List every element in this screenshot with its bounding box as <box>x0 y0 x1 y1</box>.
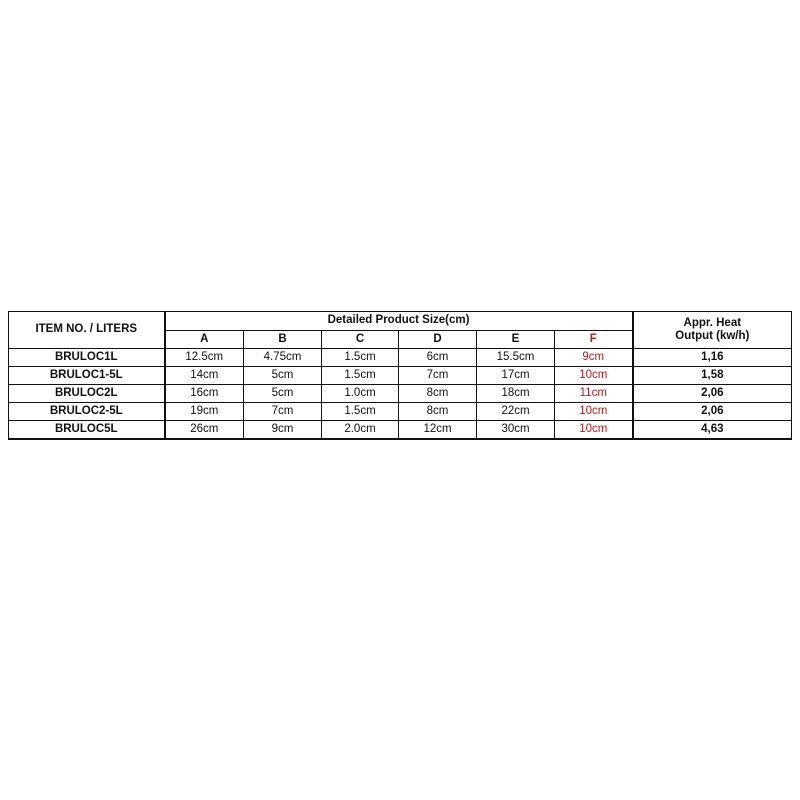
heat-output-cell: 4,63 <box>633 421 792 440</box>
size-d-cell: 7cm <box>399 367 477 385</box>
product-size-table <box>8 311 792 440</box>
size-d-cell: 8cm <box>399 385 477 403</box>
size-f-cell: 11cm <box>555 385 633 403</box>
product-size-header: Detailed Product Size(cm) <box>165 312 633 331</box>
heat-output-header-line1: Appr. Heat <box>683 316 742 329</box>
item-number-cell: BRULOC2L <box>9 385 165 403</box>
size-e-cell: 17cm <box>477 367 555 385</box>
size-e-cell: 15.5cm <box>477 349 555 367</box>
size-c-cell: 1.5cm <box>322 403 399 421</box>
size-a-cell: 12.5cm <box>165 349 244 367</box>
heat-output-cell: 2,06 <box>633 403 792 421</box>
item-number-header: ITEM NO. / LITERS <box>9 312 165 349</box>
size-f-cell: 10cm <box>555 367 633 385</box>
size-f-cell: 9cm <box>555 349 633 367</box>
column-header-c: C <box>322 331 399 349</box>
table-row <box>9 349 792 367</box>
table-header-row <box>9 312 792 331</box>
size-d-cell: 6cm <box>399 349 477 367</box>
size-b-cell: 5cm <box>244 385 322 403</box>
size-b-cell: 4.75cm <box>244 349 322 367</box>
product-size-table-container <box>8 311 791 440</box>
size-d-cell: 8cm <box>399 403 477 421</box>
item-number-cell: BRULOC1L <box>9 349 165 367</box>
column-header-f: F <box>555 331 633 349</box>
column-header-b: B <box>244 331 322 349</box>
size-a-cell: 16cm <box>165 385 244 403</box>
size-b-cell: 9cm <box>244 421 322 440</box>
item-number-cell: BRULOC1-5L <box>9 367 165 385</box>
heat-output-header-line2: Output (kw/h) <box>675 330 750 342</box>
table-row <box>9 403 792 421</box>
table-row <box>9 421 792 440</box>
size-d-cell: 12cm <box>399 421 477 440</box>
size-c-cell: 1.0cm <box>322 385 399 403</box>
table-row <box>9 367 792 385</box>
item-number-cell: BRULOC5L <box>9 421 165 440</box>
size-a-cell: 19cm <box>165 403 244 421</box>
size-a-cell: 14cm <box>165 367 244 385</box>
size-c-cell: 1.5cm <box>322 367 399 385</box>
column-header-d: D <box>399 331 477 349</box>
size-e-cell: 18cm <box>477 385 555 403</box>
heat-output-cell: 2,06 <box>633 385 792 403</box>
size-b-cell: 7cm <box>244 403 322 421</box>
size-e-cell: 22cm <box>477 403 555 421</box>
heat-output-cell: 1,58 <box>633 367 792 385</box>
size-b-cell: 5cm <box>244 367 322 385</box>
table-row <box>9 385 792 403</box>
column-header-e: E <box>477 331 555 349</box>
size-c-cell: 1.5cm <box>322 349 399 367</box>
heat-output-cell: 1,16 <box>633 349 792 367</box>
size-e-cell: 30cm <box>477 421 555 440</box>
heat-output-header <box>633 312 792 349</box>
item-number-cell: BRULOC2-5L <box>9 403 165 421</box>
size-c-cell: 2.0cm <box>322 421 399 440</box>
column-header-a: A <box>165 331 244 349</box>
size-f-cell: 10cm <box>555 403 633 421</box>
size-a-cell: 26cm <box>165 421 244 440</box>
size-f-cell: 10cm <box>555 421 633 440</box>
